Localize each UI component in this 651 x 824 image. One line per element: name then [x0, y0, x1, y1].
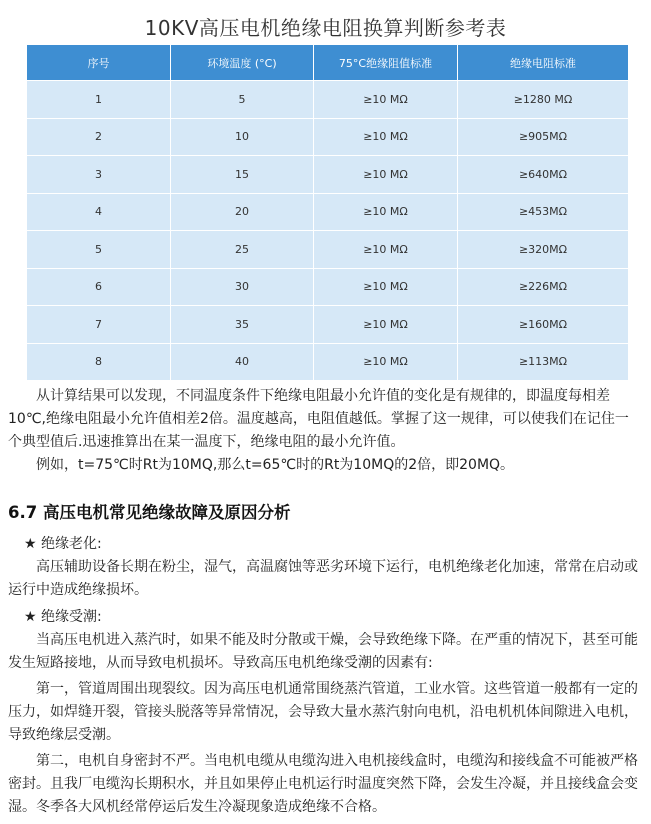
table-cell: ≥226MΩ: [458, 268, 629, 306]
table-cell: ≥453MΩ: [458, 193, 629, 231]
table-cell: 25: [171, 231, 314, 269]
table-row: [27, 306, 629, 344]
section-heading: 6.7 高压电机常见绝缘故障及原因分析: [8, 503, 291, 522]
table-cell: 40: [171, 343, 314, 381]
aging-heading: ★ 绝缘老化:: [24, 536, 102, 552]
table-cell: ≥10 MΩ: [314, 231, 458, 269]
table-row: [27, 231, 629, 269]
table-header-row: [27, 45, 629, 81]
table-cell: ≥10 MΩ: [314, 306, 458, 344]
table-cell: 1: [27, 81, 171, 119]
table-row: [27, 343, 629, 381]
table-row: [27, 268, 629, 306]
table-row: [27, 156, 629, 194]
table-row: [27, 193, 629, 231]
paragraph-example: 例如，t=75℃时Rt为10MQ,那么t=65℃时的Rt为10MQ的2倍，即20MQ。: [36, 457, 515, 473]
table-cell: ≥10 MΩ: [314, 268, 458, 306]
table-cell: 30: [171, 268, 314, 306]
table-cell: ≥10 MΩ: [314, 118, 458, 156]
moisture-text: 当高压电机进入蒸汽时，如果不能及时分散或干燥，会导致绝缘下降。在严重的情况下，甚至可能发生短路接地，从而导致电机损坏。导致高压电机绝缘受潮的因素有:: [8, 632, 638, 671]
moisture-second-cause: 第二，电机自身密封不严。当电机电缆从电缆沟进入电机接线盒时，电缆沟和接线盒不可能被严格密封。且我厂电缆沟长期积水，并且如果停止电机运行时温度突然下降，会发生冷凝，并且接线盒会变湿。冬季各大风机经常停运后发生冷凝现象造成绝缘不合格。: [8, 753, 638, 815]
table-cell: ≥640MΩ: [458, 156, 629, 194]
table-cell: 35: [171, 306, 314, 344]
moisture-first-cause: 第一，管道周围出现裂纹。因为高压电机通常围绕蒸汽管道，工业水管。这些管道一般都有一定的压力，如焊缝开裂，管接头脱落等异常情况，会导致大量水蒸汽射向电机，沿电机机体间隙进入电机，导致绝缘层受潮。: [8, 681, 638, 743]
table-cell: 5: [171, 81, 314, 119]
table-cell: 10: [171, 118, 314, 156]
column-header-75c-standard: 75°C绝缘阻值标准: [314, 45, 458, 81]
table-cell: ≥10 MΩ: [314, 81, 458, 119]
table-row: [27, 81, 629, 119]
column-header-temperature: 环境温度 (°C): [171, 45, 314, 81]
table-cell: ≥10 MΩ: [314, 193, 458, 231]
table-cell: ≥113MΩ: [458, 343, 629, 381]
table-cell: 5: [27, 231, 171, 269]
column-header-index: 序号: [27, 45, 171, 81]
table-cell: ≥905MΩ: [458, 118, 629, 156]
table-row: [27, 118, 629, 156]
table-cell: ≥320MΩ: [458, 231, 629, 269]
table-cell: 8: [27, 343, 171, 381]
column-header-resistance-standard: 绝缘电阻标准: [458, 45, 629, 81]
aging-text: 高压辅助设备长期在粉尘，湿气，高温腐蚀等恶劣环境下运行，电机绝缘老化加速，常常在启动或运行中造成绝缘损坏。: [8, 559, 638, 598]
insulation-table: [26, 44, 629, 381]
table-cell: ≥10 MΩ: [314, 156, 458, 194]
table-title: 10KV高压电机绝缘电阻换算判断参考表: [144, 16, 507, 40]
table-cell: 7: [27, 306, 171, 344]
moisture-heading: ★ 绝缘受潮:: [24, 609, 102, 625]
paragraph-calculation-result: 从计算结果可以发现，不同温度条件下绝缘电阻最小允许值的变化是有规律的，即温度每相差10℃,绝缘电阻最小允许值相差2倍。温度越高，电阻值越低。掌握了这一规律，可以使我们在记住一个典型值后.迅速推算出在某一温度下，绝缘电阻的最小允许值。: [8, 388, 629, 450]
table-cell: 6: [27, 268, 171, 306]
table-cell: 15: [171, 156, 314, 194]
table-cell: ≥160MΩ: [458, 306, 629, 344]
table-cell: 3: [27, 156, 171, 194]
table-cell: 4: [27, 193, 171, 231]
table-cell: 2: [27, 118, 171, 156]
table-cell: ≥1280 MΩ: [458, 81, 629, 119]
table-cell: ≥10 MΩ: [314, 343, 458, 381]
table-cell: 20: [171, 193, 314, 231]
